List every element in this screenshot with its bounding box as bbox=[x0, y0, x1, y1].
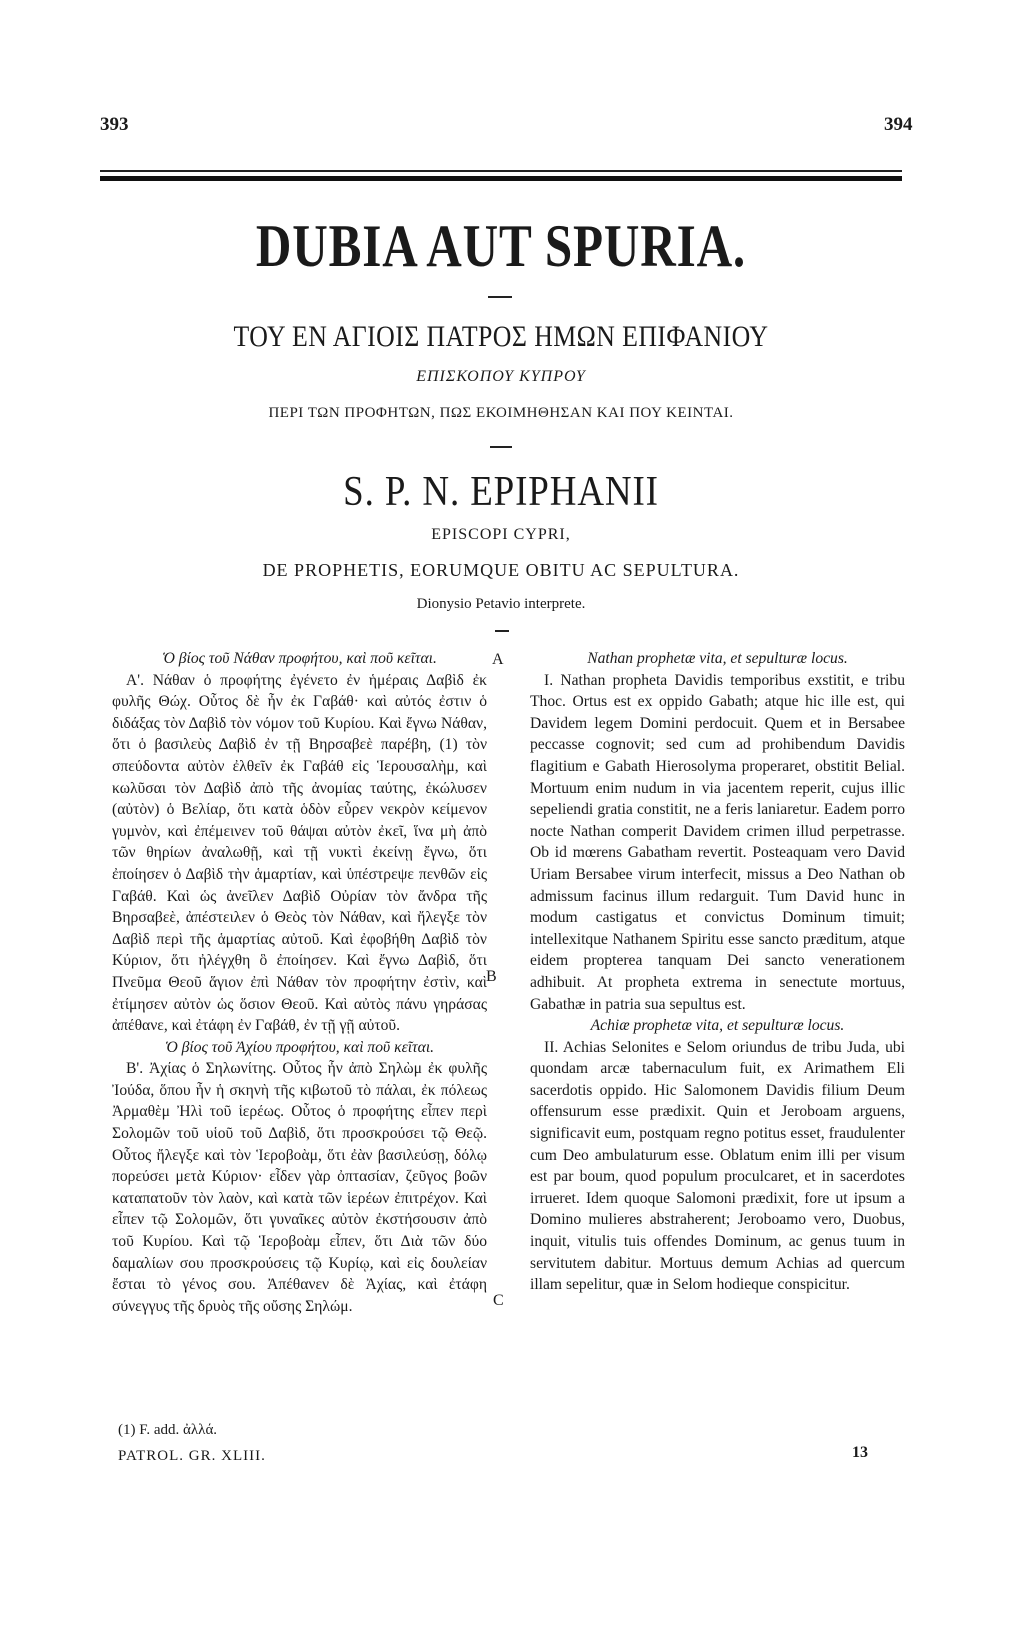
greek-heading-achias: Ὁ βίος τοῦ Ἀχίου προφήτου, καὶ ποῦ κεῖται. bbox=[164, 1038, 435, 1056]
greek-paragraph-nathan: Α'. Νάθαν ὁ προφήτης ἐγένετο ἐν ἡμέραις Δαβὶδ ἐκ φυλῆς Θώχ. Οὗτος δὲ ἦν ἐκ Γαβάθ· καὶ αὐτός ἐστιν ὁ διδάξας τὸν Δαβὶδ τὸν νόμον τοῦ Κυρίου. Καὶ ἔγνω Νάθαν, ὅτι ὁ βασιλεὺς Δαβὶδ ἐν τῇ Βηρσαβεὲ παρέβη, (1) τὸν σπεύδοντα αὐτὸν ἐλθεῖν ἐκ Γαβάθ εἰς Ἱερουσαλὴμ, καὶ κωλῦσαι τὸν Δαβὶδ ἀπὸ τῆς ἀνομίας ταύτης, ἐκώλυσεν (αὐτὸν) ὁ Βελίαρ, ὅτι κατὰ ὁδὸν εὗρεν νεκρὸν κείμενον γυμνὸν, καὶ ἐπέμεινεν τοῦ θάψαι αὐτὸν ἐκεῖ, ἵνα μὴ ἀπὸ τῶν θηρίων ἀναλωθῇ, καὶ τῇ νυκτὶ ἐκείνῃ ἔγνω, ὅτι ἐποίησεν ὁ Δαβὶδ τὴν ἁμαρτίαν, καὶ ὑπέστρεψε πενθῶν εἰς Γαβάθ. Καὶ ὡς ἀνεῖλεν Δαβὶδ Οὐρίαν τὸν ἄνδρα τῆς Βηρσαβεὲ, ἀπέστειλεν ὁ Θεὸς τὸν Νάθαν, καὶ ἤλεγξε τὸν Δαβὶδ περὶ τῆς ἁμαρτίας αὐτοῦ. Καὶ ἐφοβήθη Δαβὶδ τὸν Κύριον, ὅτι ἠλέγχθη ὃ ἐποίησεν. Καὶ ἔγνω Δαβὶδ, ὅτι Πνεῦμα Θεοῦ ἅγιον ἐπὶ Νάθαν τὸν προφήτην ἐστὶν, καὶ ἐτίμησεν αὐτὸν ὡς ὅσιον Θεοῦ. Καὶ αὐτὸς πάνυ γηράσας ἀπέθανε, καὶ ἐτάφη ἐν Γαβάθ, ἐν τῇ γῇ αὐτοῦ. bbox=[112, 671, 487, 1035]
latin-paragraph-nathan: I. Nathan propheta Davidis temporibus exstitit, e tribu Thoc. Ortus est ex oppido Gabath; atque hic ille est, qui Davidem legem Domini perdocuit. Quem et in Bersabee peccasse cognovit; sed cum ad prohibendum Davidis flagitium e Gabath Hierosolyma properaret, obstitit Belial. Mortuum enim nudum in via jacentem reperit, cujus illic sepeliendi gratia constitit, ne a feris laniaretur. Eadem porro nocte Nathan comperit Davidem crimen illud perpetrasse. Ob id mœrens Gabatham revertit. Posteaquam vero David Uriam Bersabee virum interfecit, missus a Deo Nathan ob admissum facinus illum redarguit. Tum David hunc in modum castigatus et convictus Dominum timuit; intellexitque Nathanem Spiritu esse sancto præditum, atque eidem propterea tanquam Dei sancto venerationem adhibuit. At propheta extrema in senectute mortuus, Gabathæ in patria sua sepultus est. bbox=[530, 671, 905, 1013]
signature-mark: 13 bbox=[852, 1444, 868, 1461]
divider-dash bbox=[495, 630, 509, 632]
margin-marker-c: C bbox=[493, 1292, 504, 1309]
greek-paragraph-achias: Β'. Ἀχίας ὁ Σηλωνίτης. Οὗτος ἦν ἀπὸ Σηλὼμ ἐκ φυλῆς Ἰούδα, ὅπου ἦν ἡ σκηνὴ τῆς κιβωτοῦ τὸ πάλαι, ἐκ πόλεως Ἀρμαθὲμ Ἠλὶ τοῦ ἱερέως. Οὗτος ὁ προφήτης εἶπεν περὶ Σολομῶν τοῦ υἱοῦ τοῦ Δαβὶδ, ὅτι προσκρούσει τῷ Θεῷ. Οὗτος ἤλεγξε καὶ τὸν Ἱεροβοὰμ, ὅτι ἐὰν βασιλεύσῃ, δόλῳ πορεύσει μετὰ Κύριον· εἶδεν γὰρ ὀπτασίαν, ζεῦγος βοῶν καταπατοῦν τὸν λαὸν, καὶ κατὰ τῶν ἱερέων ἐπιτρέχον. Καὶ εἶπεν τῷ Σολομῶν, ὅτι γυναῖκες αὐτὸν ἐκστήσουσιν ἀπὸ τοῦ Κυρίου. Καὶ τῷ Ἱεροβοὰμ εἶπεν, ὅτι Διὰ τῶν δύο δαμαλίων σου προσκρούσεις τῷ Κυρίῳ, καὶ εἰς δουλείαν ἔσται τὸ γένος σου. Ἀπέθανεν δὲ Ἀχίας, καὶ ἐτάφη σύνεγγυς τῆς δρυὸς τῆς οὔσης Σηλώμ. bbox=[112, 1060, 487, 1315]
footnote: (1) F. add. ἀλλά. bbox=[118, 1422, 218, 1438]
latin-heading-nathan: Nathan prophetæ vita, et sepulturæ locus. bbox=[587, 650, 848, 667]
latin-paragraph-achias: II. Achias Selonites e Selom oriundus de tribu Juda, ubi quondam arcæ tabernaculum fuit, ex Arimathem Eli sacerdotis oppido. Hic Salomonem Davidis filium Deum offensurum esse prædixit. Quin et Jeroboam arguens, significavit eum, postquam regno potitus esset, fraudulenter cum Deo ambulaturum esse. Oblatum enim illi per visum est par boum, quod populum proculcaret, et in sacerdotes irrueret. Idem quoque Salomoni prædixit, fore ut ipsum a Domino mulieres abstraherent; Jeroboamo vero, Duobus, inquit, vitulis tuis offendes Dominum, ac genus tuum in servitutem dabitur. Mortuus demum Achias ad quercum illam sepelitur, quæ in Selom hodieque conspicitur. bbox=[530, 1038, 905, 1294]
latin-heading-achias: Achiæ prophetæ vita, et sepulturæ locus. bbox=[590, 1017, 845, 1035]
latin-subtitle-2: DE PROPHETIS, EORUMQUE OBITU AC SEPULTURA. bbox=[262, 560, 740, 580]
page-number-left: 393 bbox=[100, 114, 129, 135]
series-footer: PATROL. GR. XLIII. bbox=[118, 1448, 266, 1464]
header-rule-thick bbox=[100, 176, 902, 181]
header-rule-thin bbox=[100, 170, 902, 172]
margin-marker-a: A bbox=[492, 651, 504, 668]
greek-subtitle-2: ΠΕΡΙ ΤΩΝ ΠΡΟΦΗΤΩΝ, ΠΩΣ ΕΚΟΙΜΗΘΗΣΑΝ ΚΑΙ ΠΟΥ ΚΕΙΝΤΑΙ. bbox=[268, 405, 734, 421]
page-number-right: 394 bbox=[884, 114, 913, 135]
greek-heading-nathan: Ὁ βίος τοῦ Νάθαν προφήτου, καὶ ποῦ κεῖται. bbox=[162, 650, 437, 667]
divider-dash bbox=[488, 296, 512, 298]
greek-subtitle: ΕΠΙΣΚΟΠΟΥ ΚΥΠΡΟΥ bbox=[416, 368, 586, 385]
latin-column bbox=[530, 648, 905, 1296]
latin-subtitle: EPISCOPI CYPRI, bbox=[431, 526, 571, 543]
main-title: DUBIA AUT SPURIA. bbox=[255, 213, 747, 279]
latin-title: S. P. N. EPIPHANII bbox=[343, 469, 659, 515]
greek-column bbox=[112, 648, 487, 1317]
divider-dash bbox=[490, 446, 512, 448]
greek-title: ΤΟΥ ΕΝ ΑΓΙΟΙΣ ΠΑΤΡΟΣ ΗΜΩΝ ΕΠΙΦΑΝΙΟΥ bbox=[233, 320, 769, 353]
margin-marker-b: B bbox=[486, 968, 497, 985]
interpreter-line: Dionysio Petavio interprete. bbox=[416, 596, 586, 612]
